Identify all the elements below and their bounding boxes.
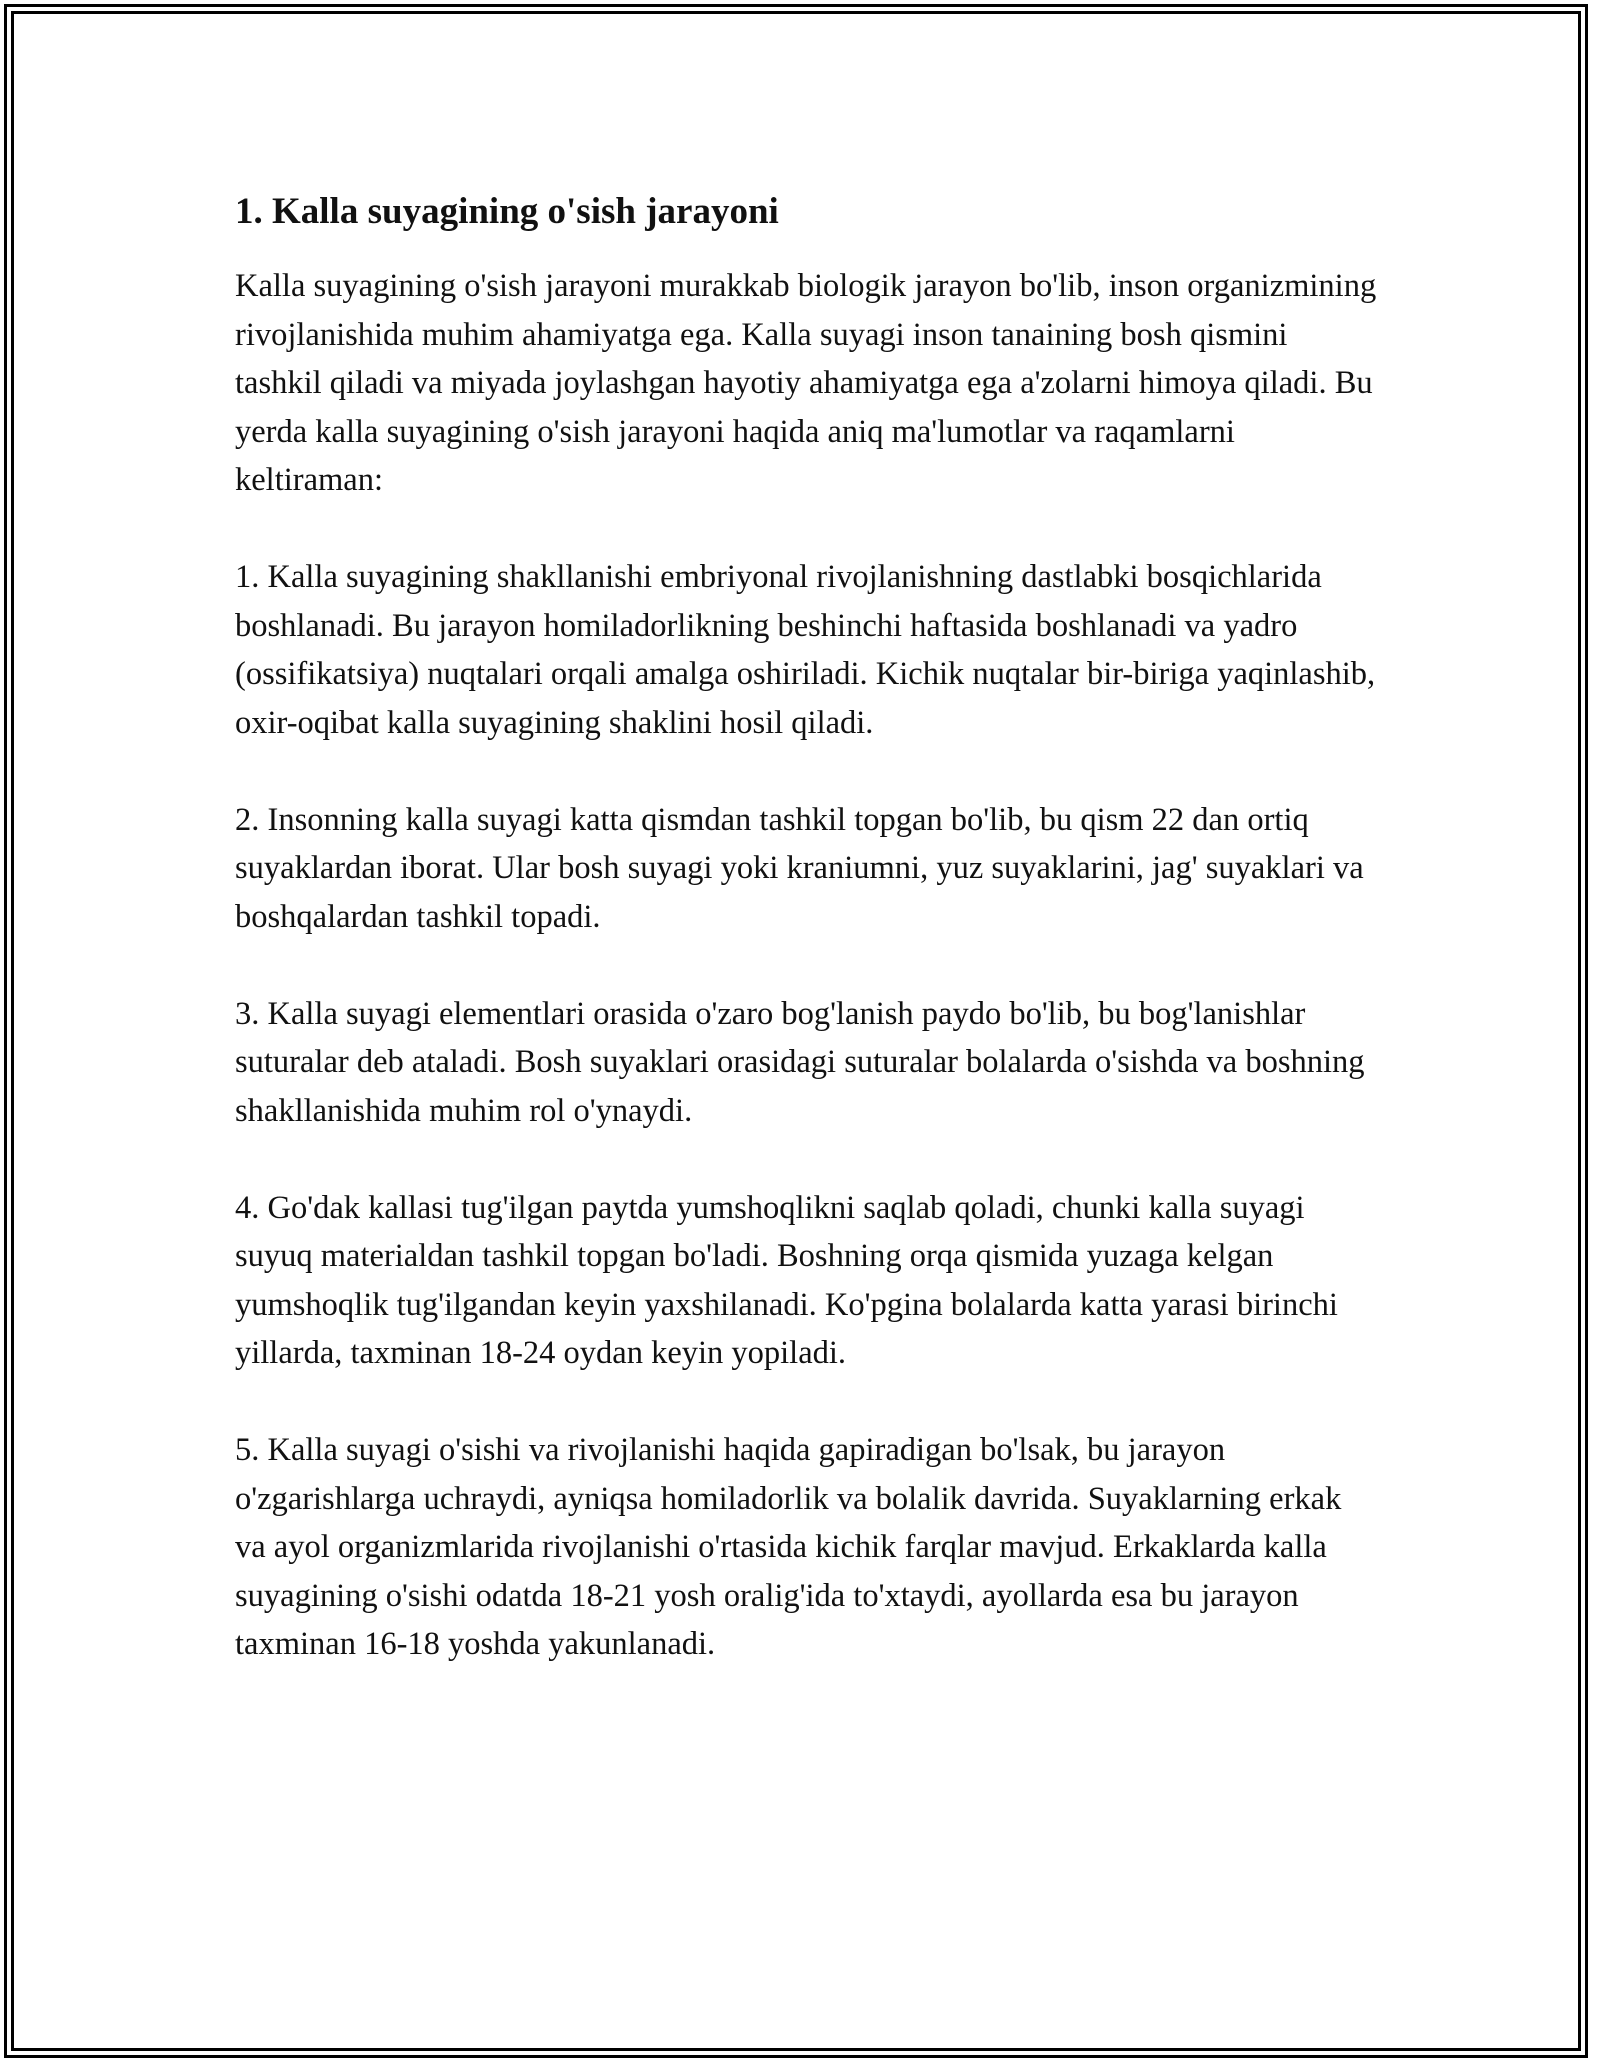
paragraph-point-4: 4. Go'dak kallasi tug'ilgan paytda yumshoqlikni saqlab qoladi, chunki kalla suyagi suyuq materialdan tashkil topgan bo'ladi. Boshning orqa qismida yuzaga kelgan yumshoqlik tug'ilgandan keyin yaxshilanadi. Ko'pgina bolalarda katta yarasi birinchi yillarda, taxminan 18-24 oydan keyin yopiladi. [235, 1189, 1338, 1371]
document-body [235, 188, 1380, 1669]
paragraph-point-3: 3. Kalla suyagi elementlari orasida o'zaro bog'lanish paydo bo'lib, bu bog'lanishlar suturalar deb ataladi. Bosh suyaklari orasidagi suturalar bolalarda o'sishda va boshning shakllanishida muhim rol o'ynaydi. [235, 995, 1365, 1129]
document-title: 1. Kalla suyagining o'sish jarayoni [235, 191, 779, 232]
paragraph-intro: Kalla suyagining o'sish jarayoni murakkab biologik jarayon bo'lib, inson organizmining rivojlanishida muhim ahamiyatga ega. Kalla suyagi inson tanaining bosh qismini tashkil qiladi va miyada joylashgan hayotiy ahamiyatga ega a'zolarni himoya qiladi. Bu yerda kalla suyagining o'sish jarayoni haqida aniq ma'lumotlar va raqamlarni keltiraman: [235, 268, 1377, 498]
paragraph-point-1: 1. Kalla suyagining shakllanishi embriyonal rivojlanishning dastlabki bosqichlarida boshlanadi. Bu jarayon homiladorlikning beshinchi haftasida boshlanadi va yadro (ossifikatsiya) nuqtalari orqali amalga oshiriladi. Kichik nuqtalar bir-biriga yaqinlashib, oxir-oqibat kalla suyagining shaklini hosil qiladi. [235, 559, 1376, 741]
paragraph-point-2: 2. Insonning kalla suyagi katta qismdan tashkil topgan bo'lib, bu qism 22 dan ortiq suyaklardan iborat. Ular bosh suyagi yoki kraniumni, yuz suyaklarini, jag' suyaklari va boshqalardan tashkil topadi. [235, 801, 1364, 935]
paragraph-point-5: 5. Kalla suyagi o'sishi va rivojlanishi haqida gapiradigan bo'lsak, bu jarayon o'zgarishlarga uchraydi, ayniqsa homiladorlik va bolalik davrida. Suyaklarning erkak va ayol organizmlarida rivojlanishi o'rtasida kichik farqlar mavjud. Erkaklarda kalla suyagining o'sishi odatda 18-21 yosh oralig'ida to'xtaydi, ayollarda esa bu jarayon taxminan 16-18 yoshda yakunlanadi. [235, 1432, 1342, 1662]
